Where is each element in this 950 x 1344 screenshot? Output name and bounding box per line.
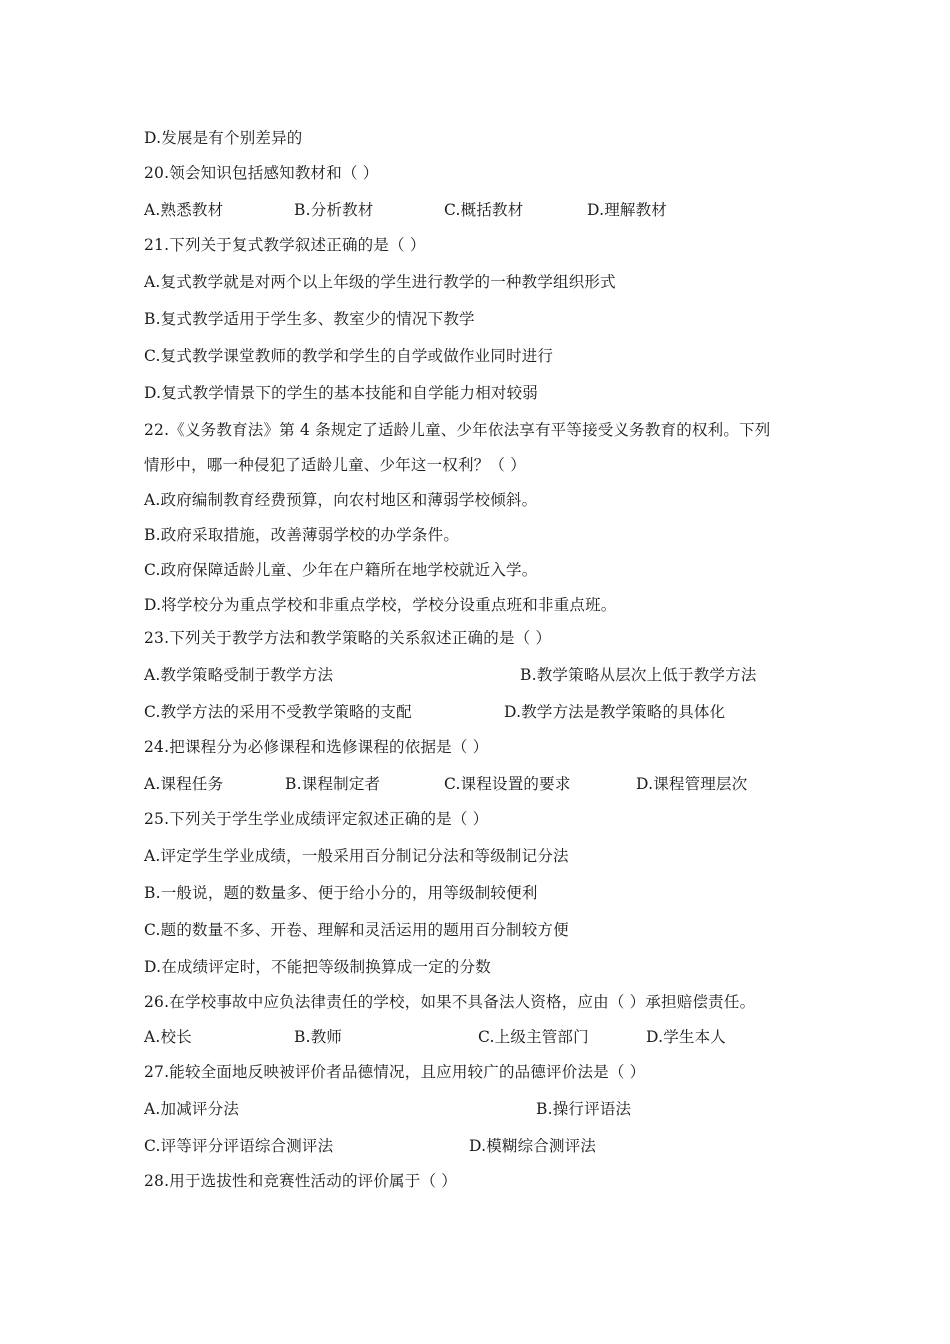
q22-stem-line1: 22.《义务教育法》第 4 条规定了适龄儿童、少年依法享有平等接受义务教育的权利。下列 bbox=[144, 421, 771, 439]
q22-option-d: D.将学校分为重点学校和非重点学校，学校分设重点班和非重点班。 bbox=[144, 596, 617, 614]
q22-option-b: B.政府采取措施，改善薄弱学校的办学条件。 bbox=[144, 526, 460, 544]
q24-stem: 24.把课程分为必修课程和选修课程的依据是（ ） bbox=[144, 738, 489, 756]
q25-option-b: B.一般说，题的数量多、便于给小分的，用等级制较便利 bbox=[144, 884, 538, 902]
q22-option-a: A.政府编制教育经费预算，向农村地区和薄弱学校倾斜。 bbox=[144, 491, 538, 509]
q28-stem: 28.用于选拔性和竞赛性活动的评价属于（ ） bbox=[144, 1172, 457, 1190]
q24-option-b: B.课程制定者 bbox=[285, 775, 381, 793]
q27-option-a: A.加减评分法 bbox=[144, 1100, 240, 1118]
q20-option-b: B.分析教材 bbox=[294, 201, 374, 219]
q20-option-c: C.概括教材 bbox=[444, 201, 524, 219]
q24-option-d: D.课程管理层次 bbox=[636, 775, 748, 793]
q19-option-d: D.发展是有个别差异的 bbox=[144, 129, 303, 147]
q22-stem-line2: 情形中，哪一种侵犯了适龄儿童、少年这一权利？（ ） bbox=[144, 456, 526, 474]
q20-option-a: A.熟悉教材 bbox=[144, 201, 224, 219]
q27-stem: 27.能较全面地反映被评价者品德情况，且应用较广的品德评价法是（ ） bbox=[144, 1063, 646, 1081]
q25-option-c: C.题的数量不多、开卷、理解和灵活运用的题用百分制较方便 bbox=[144, 921, 569, 939]
q23-stem: 23.下列关于教学方法和教学策略的关系叙述正确的是（ ） bbox=[144, 629, 552, 647]
q23-option-b: B.教学策略从层次上低于教学方法 bbox=[520, 666, 757, 684]
q23-option-d: D.教学方法是教学策略的具体化 bbox=[504, 703, 726, 721]
q21-option-c: C.复式教学课堂教师的教学和学生的自学或做作业同时进行 bbox=[144, 347, 554, 365]
q20-option-d: D.理解教材 bbox=[587, 201, 668, 219]
q24-option-c: C.课程设置的要求 bbox=[444, 775, 571, 793]
q25-option-a: A.评定学生学业成绩，一般采用百分制记分法和等级制记分法 bbox=[144, 847, 569, 865]
q25-option-d: D.在成绩评定时，不能把等级制换算成一定的分数 bbox=[144, 958, 491, 976]
q23-option-c: C.教学方法的采用不受教学策略的支配 bbox=[144, 703, 412, 721]
q21-stem: 21.下列关于复式教学叙述正确的是（ ） bbox=[144, 236, 426, 254]
q27-option-d: D.模糊综合测评法 bbox=[469, 1137, 597, 1155]
q27-option-c: C.评等评分评语综合测评法 bbox=[144, 1137, 334, 1155]
q21-option-a: A.复式教学就是对两个以上年级的学生进行教学的一种教学组织形式 bbox=[144, 273, 616, 291]
q22-option-c: C.政府保障适龄儿童、少年在户籍所在地学校就近入学。 bbox=[144, 561, 538, 579]
q20-stem: 20.领会知识包括感知教材和（ ） bbox=[144, 164, 379, 182]
q21-option-d: D.复式教学情景下的学生的基本技能和自学能力相对较弱 bbox=[144, 384, 539, 402]
q24-option-a: A.课程任务 bbox=[144, 775, 224, 793]
q26-option-d: D.学生本人 bbox=[646, 1028, 727, 1046]
q26-option-c: C.上级主管部门 bbox=[478, 1028, 589, 1046]
q23-option-a: A.教学策略受制于教学方法 bbox=[144, 666, 334, 684]
q26-option-a: A.校长 bbox=[144, 1028, 192, 1046]
q26-stem: 26.在学校事故中应负法律责任的学校，如果不具备法人资格，应由（ ）承担赔偿责任。 bbox=[144, 993, 756, 1011]
q25-stem: 25.下列关于学生学业成绩评定叙述正确的是（ ） bbox=[144, 810, 489, 828]
q21-option-b: B.复式教学适用于学生多、教室少的情况下教学 bbox=[144, 310, 475, 328]
q27-option-b: B.操行评语法 bbox=[536, 1100, 632, 1118]
q26-option-b: B.教师 bbox=[294, 1028, 343, 1046]
